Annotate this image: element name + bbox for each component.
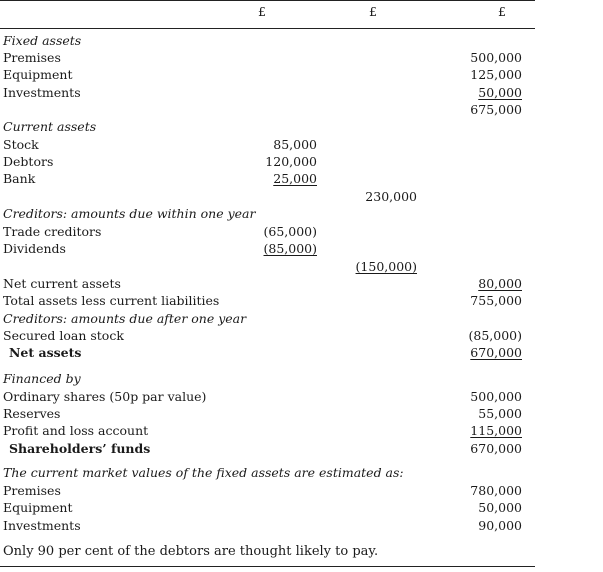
row-label: Secured loan stock	[3, 328, 124, 343]
section-heading: Current assets	[3, 119, 97, 134]
amount-column-3: 115,000	[470, 423, 522, 438]
amount-column-3: 670,000	[470, 441, 522, 456]
amount-column-3: 670,000	[470, 345, 522, 360]
statement-row-9-blank	[0, 188, 540, 205]
statement-row-27-investments	[0, 517, 540, 534]
amount-column-1: 85,000	[273, 137, 317, 152]
statement-row-15-total-assets-less-current-liabilities	[0, 292, 540, 309]
row-label: Total assets less current liabilities	[3, 293, 220, 308]
amount-column-3: 500,000	[470, 389, 522, 404]
amount-column-3: 125,000	[470, 67, 522, 82]
amount-column-1: 25,000	[273, 171, 317, 186]
row-label: Bank	[3, 171, 36, 186]
row-label: Equipment	[3, 67, 73, 82]
statement-row-13-blank	[0, 258, 540, 275]
amount-column-3: 755,000	[470, 293, 522, 308]
statement-row-17-secured-loan-stock	[0, 327, 540, 344]
statement-row-19-financed-by	[0, 370, 540, 387]
statement-row-1-premises	[0, 49, 540, 66]
amount-column-1: (65,000)	[263, 224, 317, 239]
row-label: Investments	[3, 85, 81, 100]
statement-row-14-net-current-assets	[0, 275, 540, 292]
section-heading: The current market values of the fixed assets are estimated as:	[3, 465, 404, 480]
row-label: Ordinary shares (50p par value)	[3, 389, 207, 404]
row-label: Reserves	[3, 406, 61, 421]
row-label: Stock	[3, 137, 39, 152]
amount-column-3: 90,000	[478, 518, 522, 533]
amount-column-3: 50,000	[478, 85, 522, 100]
statement-row-28-only-90-per-cent-of-the-debtors-are-thought-likely-to-pay	[0, 543, 540, 560]
statement-row-26-equipment	[0, 499, 540, 516]
statement-row-0-fixed-assets	[0, 32, 540, 49]
row-label: Investments	[3, 518, 81, 533]
statement-row-12-dividends	[0, 240, 540, 257]
statement-row-24-the-current-market-values-of-the-fixed-assets-are-estimated-as	[0, 464, 540, 481]
currency-header-col1: £	[258, 4, 266, 19]
statement-row-4-blank	[0, 101, 540, 118]
statement-row-23-shareholders-funds	[0, 440, 540, 457]
row-label: Premises	[3, 483, 61, 498]
section-heading: Creditors: amounts due after one year	[3, 311, 247, 326]
statement-row-3-investments	[0, 84, 540, 101]
statement-row-16-creditors-amounts-due-after-one-year	[0, 310, 540, 327]
amount-column-2: 230,000	[365, 189, 417, 204]
amount-column-3: 50,000	[478, 500, 522, 515]
amount-column-3: 675,000	[470, 102, 522, 117]
row-label: Equipment	[3, 500, 73, 515]
amount-column-1: 120,000	[265, 154, 317, 169]
row-label: Debtors	[3, 154, 54, 169]
currency-header-col3: £	[498, 4, 506, 19]
statement-row-21-reserves	[0, 405, 540, 422]
statement-row-25-premises	[0, 482, 540, 499]
row-label: Dividends	[3, 241, 66, 256]
section-heading: Fixed assets	[3, 33, 82, 48]
row-label: Profit and loss account	[3, 423, 149, 438]
total-label: Shareholders’ funds	[9, 441, 151, 456]
amount-column-3: 80,000	[478, 276, 522, 291]
amount-column-3: 500,000	[470, 50, 522, 65]
statement-row-8-bank	[0, 170, 540, 187]
statement-row-22-profit-and-loss-account	[0, 422, 540, 439]
row-label: Premises	[3, 50, 61, 65]
row-label: Trade creditors	[3, 224, 102, 239]
statement-row-5-current-assets	[0, 118, 540, 135]
statement-row-18-net-assets	[0, 344, 540, 361]
currency-header	[0, 0, 540, 28]
statement-row-11-trade-creditors	[0, 223, 540, 240]
statement-row-6-stock	[0, 136, 540, 153]
section-heading: Creditors: amounts due within one year	[3, 206, 256, 221]
currency-header-col2: £	[369, 4, 377, 19]
row-label: Only 90 per cent of the debtors are thought likely to pay.	[3, 544, 379, 559]
statement-row-2-equipment	[0, 66, 540, 83]
amount-column-1: (85,000)	[263, 241, 317, 256]
amount-column-3: 780,000	[470, 483, 522, 498]
statement-row-7-debtors	[0, 153, 540, 170]
amount-column-3: (85,000)	[468, 328, 522, 343]
statement-row-20-ordinary-shares-50p-par-value	[0, 388, 540, 405]
statement-row-10-creditors-amounts-due-within-one-year	[0, 205, 540, 222]
bottom-rule	[0, 566, 535, 567]
row-label: Net current assets	[3, 276, 121, 291]
header-rule	[0, 28, 535, 29]
amount-column-3: 55,000	[478, 406, 522, 421]
amount-column-2: (150,000)	[355, 259, 417, 274]
total-label: Net assets	[9, 345, 82, 360]
section-heading: Financed by	[3, 371, 81, 386]
